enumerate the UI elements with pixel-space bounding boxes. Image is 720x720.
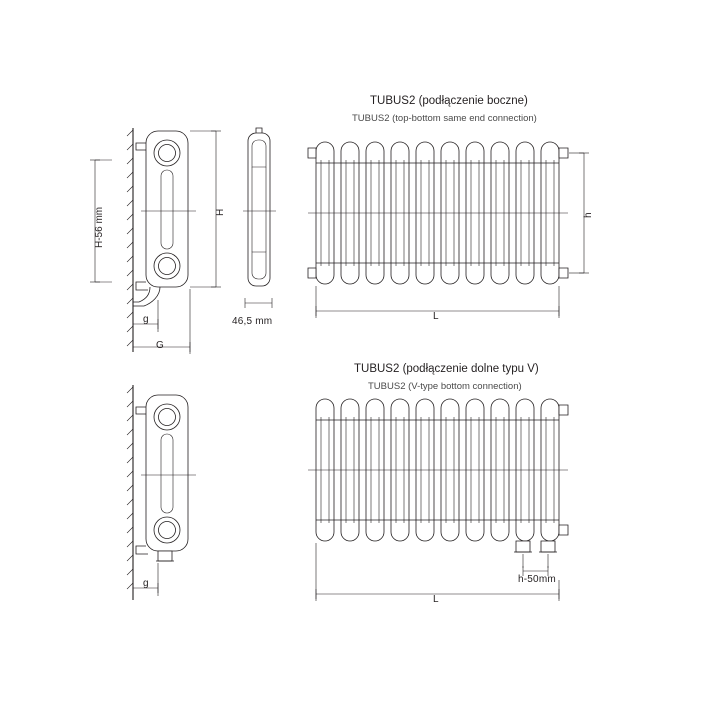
- dim-label-h-50mm: h-50mm: [518, 574, 556, 585]
- section-subtitle-top: TUBUS2 (top-bottom same end connection): [352, 113, 537, 124]
- edge-view-top: [243, 128, 276, 308]
- section-subtitle-bottom: TUBUS2 (V-type bottom connection): [368, 381, 522, 392]
- dim-label-g-top: g: [143, 314, 149, 325]
- dim-label-H: H: [215, 208, 226, 216]
- section-title-bottom: TUBUS2 (podłączenie dolne typu V): [354, 363, 539, 375]
- dim-label-g-bottom: g: [143, 578, 149, 589]
- section-title-top: TUBUS2 (podłączenie boczne): [370, 95, 528, 107]
- dim-label-h: h: [583, 212, 594, 218]
- front-view-top: [308, 142, 589, 318]
- front-view-bottom: [308, 399, 568, 601]
- dim-label-depth: 46,5 mm: [232, 316, 273, 327]
- dim-label-L-bottom: L: [433, 594, 439, 605]
- dim-label-G: G: [156, 340, 164, 351]
- dim-label-h-minus-56: H-56 mm: [94, 206, 105, 248]
- dim-label-L-top: L: [433, 311, 439, 322]
- side-view-top: [90, 128, 221, 354]
- side-view-bottom: [127, 385, 196, 600]
